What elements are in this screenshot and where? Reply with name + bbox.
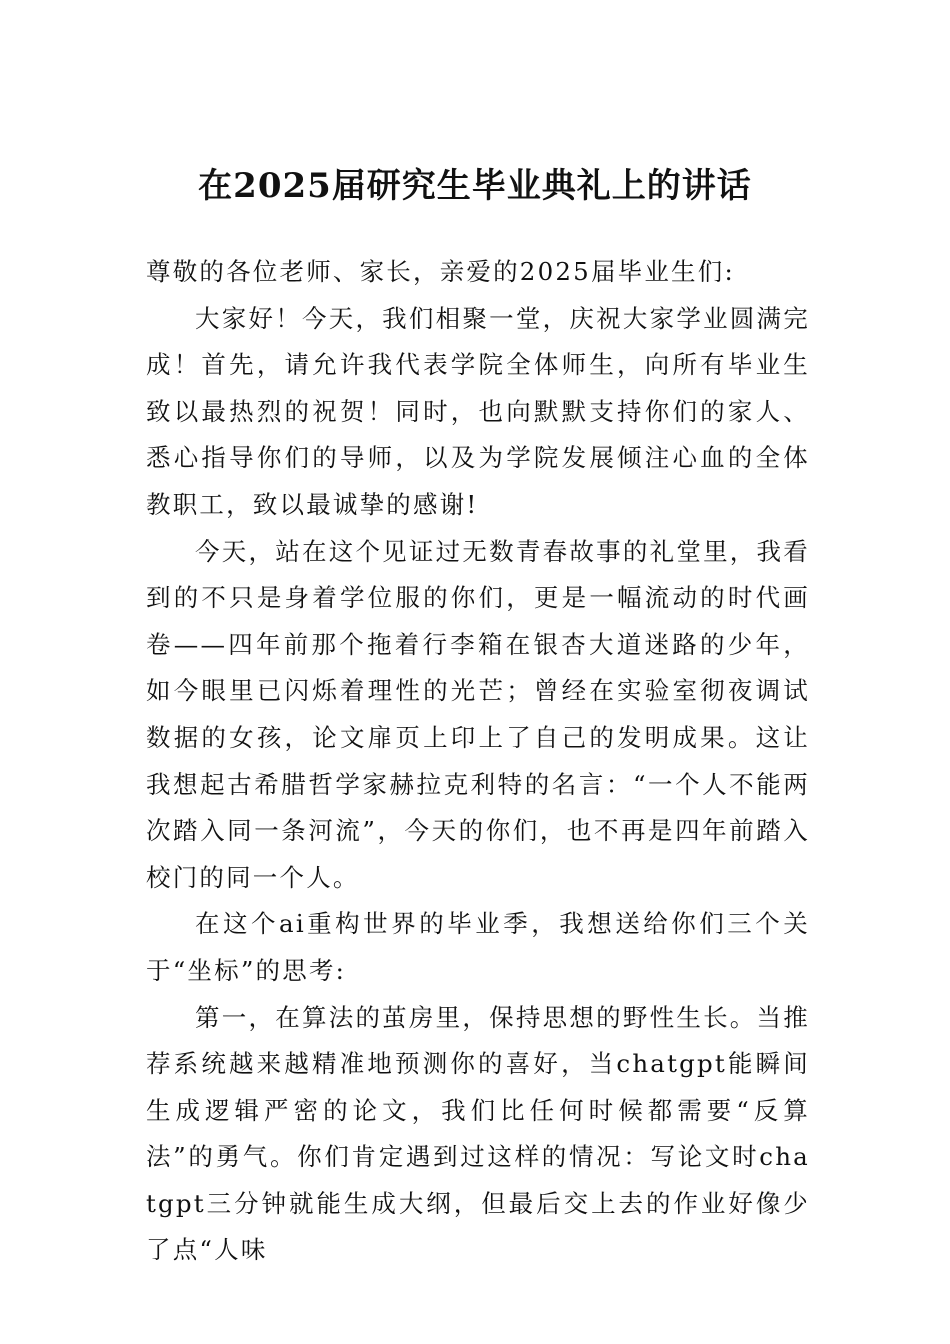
document-title: 在2025届研究生毕业典礼上的讲话 [198, 166, 752, 206]
document-body [146, 249, 810, 1265]
salutation-paragraph: 尊敬的各位老师、家长，亲爱的2025届毕业生们: [146, 257, 735, 286]
coordinates-intro-paragraph: 在这个ai重构世界的毕业季，我想送给你们三个关于“坐标”的思考: [146, 909, 810, 985]
reflection-paragraph: 今天，站在这个见证过无数青春故事的礼堂里，我看到的不只是身着学位服的你们，更是一幅流动的时代画卷——四年前那个拖着行李箱在银杏大道迷路的少年，如今眼里已闪烁着理性的光芒；曾经在实验室彻夜调试数据的女孩，论文扉页上印上了自己的发明成果。这让我想起古希腊哲学家赫拉克利特的名言：“一个人不能两次踏入同一条河流”，今天的你们，也不再是四年前踏入校门的同一个人。 [146, 536, 810, 892]
greeting-paragraph: 大家好！今天，我们相聚一堂，庆祝大家学业圆满完成！首先，请允许我代表学院全体师生，向所有毕业生致以最热烈的祝贺！同时，也向默默支持你们的家人、悉心指导你们的导师，以及为学院发展倾注心血的全体教职工，致以最诚挚的感谢! [146, 303, 810, 519]
first-point-paragraph: 第一，在算法的茧房里，保持思想的野性生长。当推荐系统越来越精准地预测你的喜好，当chatgpt能瞬间生成逻辑严密的论文，我们比任何时候都需要“反算法”的勇气。你们肯定遇到过这样的情况：写论文时chatgpt三分钟就能生成大纲，但最后交上去的作业好像少了点“人味 [146, 1002, 810, 1265]
